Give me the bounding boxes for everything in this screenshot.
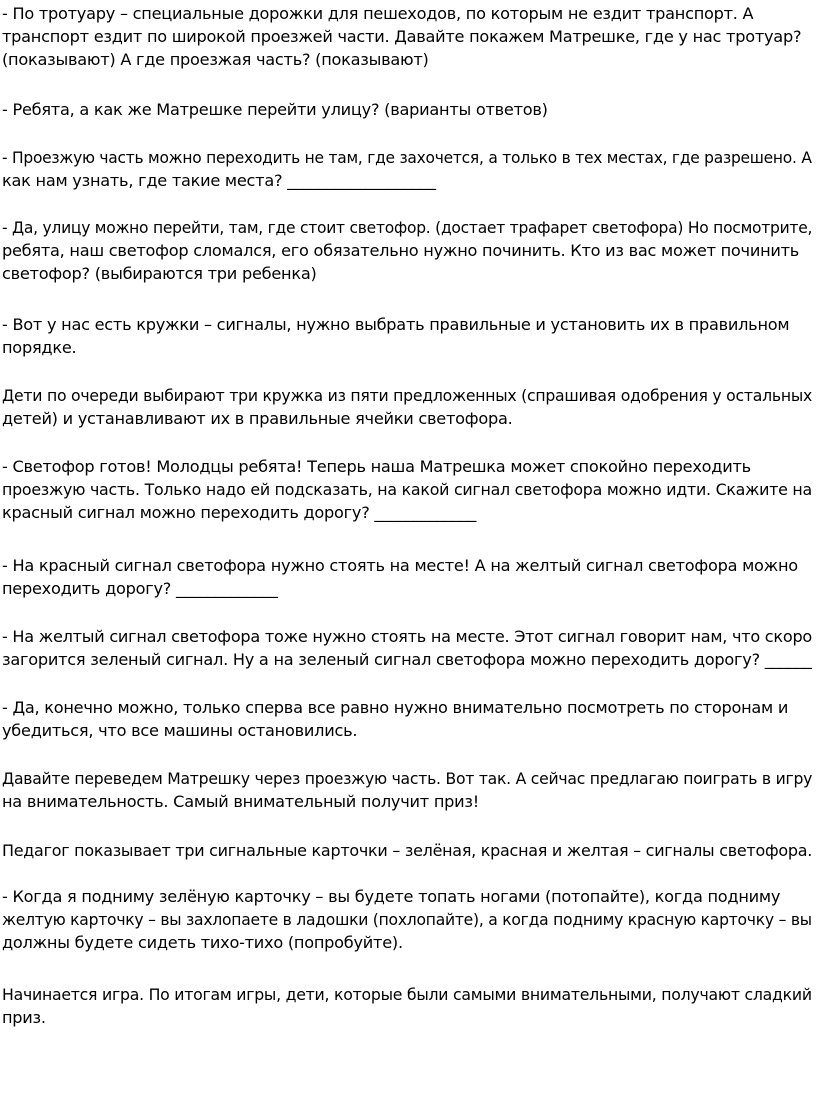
- text-line: как нам узнать, где такие места? ___________________: [2, 171, 436, 190]
- text-line: светофор? (выбираются три ребенка): [2, 264, 317, 283]
- paragraph-game-results: [2, 983, 814, 1029]
- paragraph-signal-circles: [2, 313, 814, 359]
- paragraph-signal-cards: [2, 839, 814, 862]
- paragraph-yellow-signal: [2, 625, 814, 671]
- text-line: - Да, улицу можно перейти, там, где стоит светофор. (достает трафарет светофора) Но посмотрите,: [2, 218, 813, 237]
- text-line: красный сигнал можно переходить дорогу? _____________: [2, 503, 477, 522]
- text-line: переходить дорогу? _____________: [2, 579, 278, 598]
- paragraph-sidewalk: [2, 2, 814, 71]
- paragraph-cross-road: [2, 767, 814, 813]
- text-line: - На красный сигнал светофора нужно стоять на месте! А на желтый сигнал светофора можно: [2, 556, 798, 575]
- paragraph-traffic-light-ready: [2, 455, 814, 524]
- paragraph-crossing-places: [2, 146, 814, 192]
- paragraph-green-signal: [2, 696, 814, 742]
- text-line: ребята, наш светофор сломался, его обязательно нужно починить. Кто из вас может починить: [2, 241, 800, 260]
- text-line: - По тротуару – специальные дорожки для пешеходов, по которым не ездит транспорт. А: [2, 4, 754, 23]
- text-line: (показывают) А где проезжая часть? (показывают): [2, 50, 429, 69]
- text-line: транспорт ездит по широкой проезжей части. Давайте покажем Матрешке, где у нас тротуар?: [2, 27, 802, 46]
- paragraph-children-choose: [2, 384, 814, 430]
- text-line: должны будете сидеть тихо-тихо (попробуйте).: [2, 933, 403, 952]
- text-line: Давайте переведем Матрешку через проезжую часть. Вот так. А сейчас предлагаю поиграть в игру: [2, 769, 813, 788]
- paragraph-broken-traffic-light: [2, 216, 814, 285]
- text-line: детей) и устанавливают их в правильные ячейки светофора.: [2, 409, 513, 428]
- text-line: порядке.: [2, 338, 77, 357]
- paragraph-red-signal: [2, 554, 814, 600]
- text-line: Начинается игра. По итогам игры, дети, которые были самыми внимательными, получают сладкий: [2, 985, 812, 1004]
- text-line: - На желтый сигнал светофора тоже нужно стоять на месте. Этот сигнал говорит нам, что скоро: [2, 627, 813, 646]
- paragraph-game-rules: [2, 885, 814, 954]
- text-line: - Проезжую часть можно переходить не там, где захочется, а только в тех местах, где разрешено. А: [2, 148, 812, 167]
- text-line: - Когда я подниму зелёную карточку – вы будете топать ногами (потопайте), когда подниму: [2, 887, 781, 906]
- text-line: на внимательность. Самый внимательный получит приз!: [2, 792, 479, 811]
- text-line: проезжую часть. Только надо ей подсказать, на какой сигнал светофора можно идти. Скажите на: [2, 480, 812, 499]
- text-line: - Вот у нас есть кружки – сигналы, нужно выбрать правильные и установить их в правильном: [2, 315, 790, 334]
- text-line: загорится зеленый сигнал. Ну а на зеленый сигнал светофора можно переходить дорогу? ______: [2, 650, 812, 669]
- paragraph-cross-question: [2, 98, 814, 121]
- text-line: желтую карточку – вы захлопаете в ладошки (похлопайте), а когда подниму красную карточку – вы: [2, 910, 812, 929]
- text-line: - Ребята, а как же Матрешке перейти улицу? (варианты ответов): [2, 100, 548, 119]
- text-line: - Светофор готов! Молодцы ребята! Теперь наша Матрешка может спокойно переходить: [2, 457, 751, 476]
- text-line: Педагог показывает три сигнальные карточки – зелёная, красная и желтая – сигналы светофора.: [2, 841, 813, 860]
- text-line: - Да, конечно можно, только сперва все равно нужно внимательно посмотреть по сторонам и: [2, 698, 789, 717]
- text-line: приз.: [2, 1008, 46, 1027]
- text-line: убедиться, что все машины остановились.: [2, 721, 358, 740]
- text-line: Дети по очереди выбирают три кружка из пяти предложенных (спрашивая одобрения у остальных: [2, 386, 812, 405]
